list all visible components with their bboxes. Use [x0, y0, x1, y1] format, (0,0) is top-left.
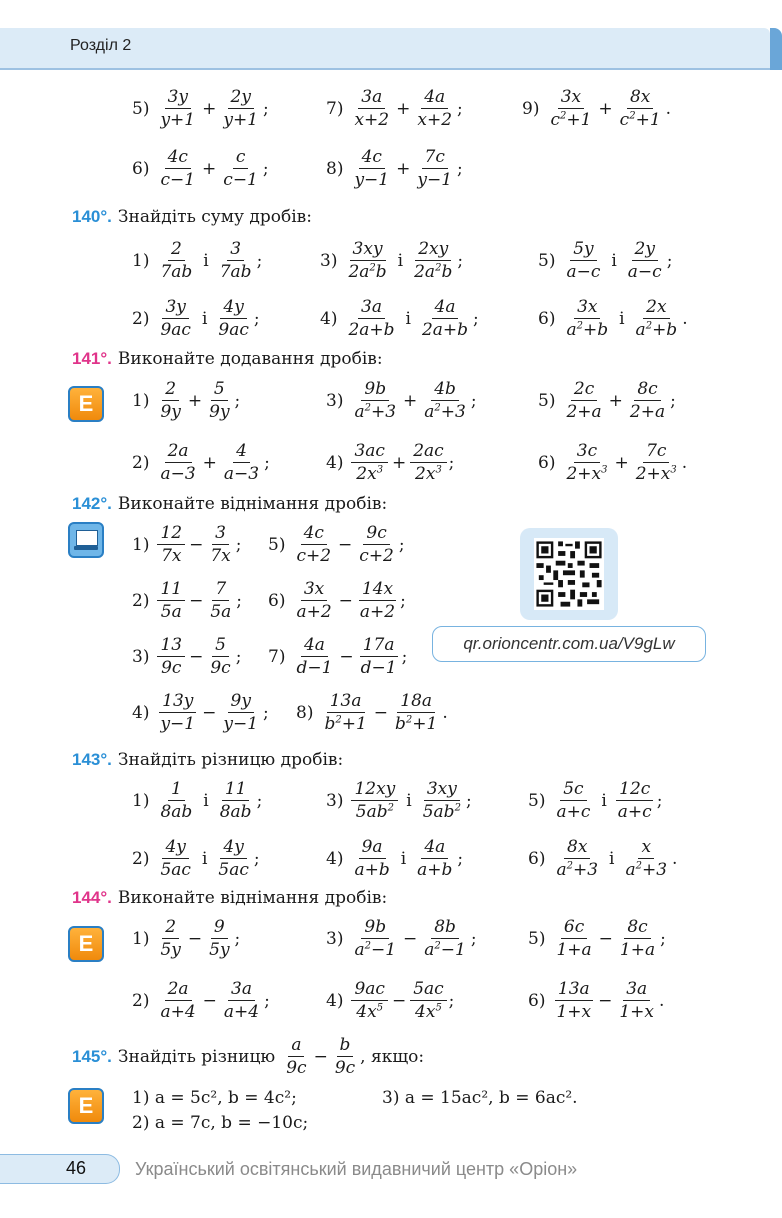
p141-item-1: 1) $\frac{2}{9y}$ + $\frac{5}{9y}$ ; [132, 379, 241, 422]
p144-item-1: 1) $\frac{2}{5y}$ − $\frac{9}{5y}$ ; [132, 917, 241, 960]
e-book-icon: E [68, 386, 104, 422]
p143-item-1: 1) $\frac{1}{8ab}$ і $\frac{11}{8ab}$ ; [132, 779, 263, 822]
p141-item-5: 5) $\frac{2c}{2+a}$ + $\frac{8c}{2+a}$ ; [538, 379, 676, 422]
p142-item-4: 4) $\frac{13y}{y-1}$ − $\frac{9y}{y-1}$ ; [132, 691, 269, 734]
p141-item-2: 2) $\frac{2a}{a-3}$ + $\frac{4}{a-3}$ ; [132, 441, 270, 484]
problem-140-title: 140°. Знайдіть суму дробів: [72, 207, 312, 227]
p144-item-4: 4) $\frac{9ac}{4x^5}$ − $\frac{5ac}{4x^5}$ ; [326, 979, 455, 1022]
problem-143-title: 143°. Знайдіть різницю дробів: [72, 750, 344, 770]
p143-item-6: 6) $\frac{8x}{a^2+3}$ і $\frac{x}{a^2+3}$ . [528, 837, 678, 880]
p142-item-2: 2) $\frac{11}{5a}$ − $\frac{7}{5a}$ ; [132, 579, 243, 622]
problem-144-title: 144°. Виконайте віднімання дробів: [72, 888, 388, 908]
p142-item-7: 7) $\frac{4a}{d-1}$ − $\frac{17a}{d-1}$ ; [268, 635, 408, 678]
p144-item-5: 5) $\frac{6c}{1+a}$ − $\frac{8c}{1+a}$ ; [528, 917, 666, 960]
p143-item-4: 4) $\frac{9a}{a+b}$ і $\frac{4a}{a+b}$ ; [326, 837, 464, 880]
chapter-label: Розділ 2 [70, 37, 132, 54]
p143-item-2: 2) $\frac{4y}{5ac}$ і $\frac{4y}{5ac}$ ; [132, 837, 260, 880]
page-number: 46 [66, 1158, 87, 1178]
p140-item-3: 3) $\frac{3xy}{2a^2b}$ і $\frac{2xy}{2a^2b}$ ; [320, 239, 464, 282]
p145-item-3: 3) a = 15ac², b = 6ac². [382, 1088, 578, 1108]
page-footer [0, 1150, 782, 1190]
top-item-5: 5) $\frac{3y}{y+1}$ + $\frac{2y}{y+1}$ ; [132, 87, 269, 130]
p145-item-2: 2) a = 7c, b = −10c; [132, 1113, 309, 1133]
problem-145-title: 145°. Знайдіть різницю $\frac{a}{9c}$ − $\frac{b}{9c}$ , якщо: [72, 1035, 425, 1078]
p140-item-2: 2) $\frac{3y}{9ac}$ і $\frac{4y}{9ac}$ ; [132, 297, 260, 340]
p142-item-8: 8) $\frac{13a}{b^2+1}$ − $\frac{18a}{b^2+1}$ . [296, 691, 448, 734]
publisher-name: Український освітянський видавничий центр «Оріон» [135, 1159, 578, 1179]
page-header [0, 0, 782, 72]
problem-141-title: 141°. Виконайте додавання дробів: [72, 349, 383, 369]
problem-142-title: 142°. Виконайте віднімання дробів: [72, 494, 388, 514]
p140-item-4: 4) $\frac{3a}{2a+b}$ і $\frac{4a}{2a+b}$ ; [320, 297, 479, 340]
p140-item-1: 1) $\frac{2}{7ab}$ і $\frac{3}{7ab}$ ; [132, 239, 263, 282]
e-book-icon: E [68, 1088, 104, 1124]
p141-item-4: 4) $\frac{3ac}{2x^3}$ + $\frac{2ac}{2x^3}$ ; [326, 441, 455, 484]
p140-item-6: 6) $\frac{3x}{a^2+b}$ і $\frac{2x}{a^2+b}$ . [538, 297, 688, 340]
top-item-7: 7) $\frac{3a}{x+2}$ + $\frac{4a}{x+2}$ ; [326, 87, 463, 130]
top-item-6: 6) $\frac{4c}{c-1}$ + $\frac{c}{c-1}$ ; [132, 147, 269, 190]
qr-code-icon[interactable] [534, 538, 604, 610]
p141-item-3: 3) $\frac{9b}{a^2+3}$ + $\frac{4b}{a^2+3}$ ; [326, 379, 477, 422]
p144-item-3: 3) $\frac{9b}{a^2-1}$ − $\frac{8b}{a^2-1}$ ; [326, 917, 477, 960]
p142-item-5: 5) $\frac{4c}{c+2}$ − $\frac{9c}{c+2}$ ; [268, 523, 405, 566]
top-item-9: 9) $\frac{3x}{c^2+1}$ + $\frac{8x}{c^2+1}$ . [522, 87, 672, 130]
p143-item-3: 3) $\frac{12xy}{5ab^2}$ і $\frac{3xy}{5ab^2}$ ; [326, 779, 472, 822]
top-item-8: 8) $\frac{4c}{y-1}$ + $\frac{7c}{y-1}$ ; [326, 147, 463, 190]
p145-item-1: 1) a = 5c², b = 4c²; [132, 1088, 297, 1108]
header-edge [770, 28, 782, 70]
computer-icon [68, 522, 104, 558]
p141-item-6: 6) $\frac{3c}{2+x^3}$ + $\frac{7c}{2+x^3}$ . [538, 441, 688, 484]
p144-item-2: 2) $\frac{2a}{a+4}$ − $\frac{3a}{a+4}$ ; [132, 979, 270, 1022]
p142-item-3: 3) $\frac{13}{9c}$ − $\frac{5}{9c}$ ; [132, 635, 242, 678]
p143-item-5: 5) $\frac{5c}{a+c}$ і $\frac{12c}{a+c}$ ; [528, 779, 663, 822]
p140-item-5: 5) $\frac{5y}{a-c}$ і $\frac{2y}{a-c}$ ; [538, 239, 673, 282]
page-number-tab [0, 1154, 120, 1184]
p144-item-6: 6) $\frac{13a}{1+x}$ − $\frac{3a}{1+x}$ . [528, 979, 665, 1022]
e-book-icon: E [68, 926, 104, 962]
p142-item-6: 6) $\frac{3x}{a+2}$ − $\frac{14x}{a+2}$ ; [268, 579, 406, 622]
qr-code-box [520, 528, 618, 620]
p142-item-1: 1) $\frac{12}{7x}$ − $\frac{3}{7x}$ ; [132, 523, 242, 566]
qr-link[interactable]: qr.orioncentr.com.ua/V9gLw [432, 626, 706, 662]
